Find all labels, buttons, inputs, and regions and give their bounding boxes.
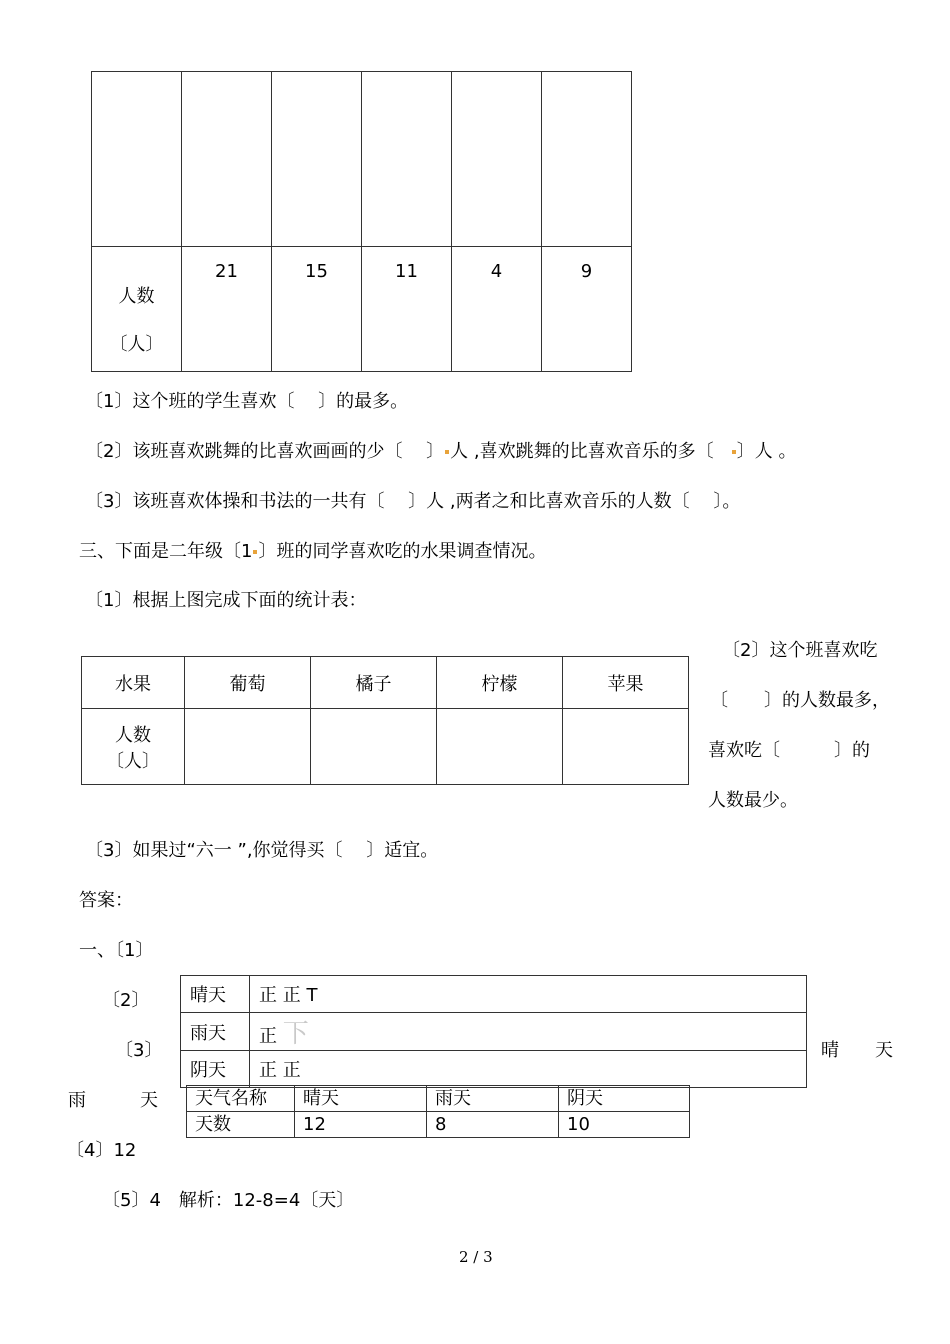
side-question-line-1: 〔2〕这个班喜欢吃 xyxy=(722,640,878,661)
fruit-header-cell: 橘子 xyxy=(311,657,437,709)
row-label: 人数 xyxy=(118,286,155,307)
tally-marks: 正 正 T xyxy=(250,976,807,1013)
answer-4: 〔4〕12 xyxy=(66,1140,137,1161)
faint-tally-mark: 下 xyxy=(282,1019,309,1049)
tally-name: 雨天 xyxy=(181,1013,250,1051)
section-3-question-3: 〔3〕如果过“六一 ”,你觉得买〔 〕适宜。 xyxy=(85,840,439,861)
row-label-cell xyxy=(92,247,182,372)
count-row xyxy=(92,247,632,372)
fruit-table xyxy=(81,656,689,785)
answer-3-left-text: 雨 天 xyxy=(68,1090,158,1111)
question-2-part-a: 〔2〕该班喜欢跳舞的比喜欢画画的少〔 〕 xyxy=(85,441,445,462)
fruit-header-cell: 水果 xyxy=(82,657,185,709)
count-cell: 21 xyxy=(182,247,272,372)
count-cell: 15 xyxy=(272,247,362,372)
weather-data-cell: 10 xyxy=(559,1112,690,1138)
weather-header-cell: 天气名称 xyxy=(187,1086,295,1112)
weather-table xyxy=(186,1085,690,1138)
question-2-part-b: 人 ,喜欢跳舞的比喜欢音乐的多〔 xyxy=(450,441,714,462)
mark-dot xyxy=(253,550,257,554)
question-1: 〔1〕这个班的学生喜欢〔 〕的最多。 xyxy=(85,391,409,412)
weather-header-row xyxy=(187,1086,690,1112)
tally-marks: 正 正 xyxy=(250,1051,807,1088)
question-2 xyxy=(85,437,797,463)
question-3: 〔3〕该班喜欢体操和书法的一共有〔 〕人 ,两者之和比喜欢音乐的人数〔 〕。 xyxy=(85,491,741,512)
fruit-row-label-cell xyxy=(82,709,185,785)
tally-name: 阴天 xyxy=(181,1051,250,1088)
answers-label: 答案： xyxy=(79,890,133,911)
weather-data-row xyxy=(187,1112,690,1138)
answer-5: 〔5〕4 解析：12-8=4〔天〕 xyxy=(102,1190,355,1211)
answer-3-right-text: 晴 天 xyxy=(821,1040,893,1061)
answer-1: 一、〔1〕 xyxy=(79,940,154,961)
weather-header-cell: 雨天 xyxy=(427,1086,559,1112)
count-cell: 11 xyxy=(362,247,452,372)
side-question-line-2: 〔 〕的人数最多， xyxy=(710,690,890,711)
mark-dot xyxy=(732,450,736,454)
weather-data-cell: 12 xyxy=(295,1112,427,1138)
side-question-line-3: 喜欢吃〔 〕的 xyxy=(708,740,870,761)
mark-dot xyxy=(445,450,449,454)
tally-table xyxy=(180,975,807,1088)
section-3-title-start: 三、下面是二年级〔1 xyxy=(79,541,253,562)
section-3-title-end: 〕班的同学喜欢吃的水果调查情况。 xyxy=(258,541,547,562)
fruit-header-cell: 柠檬 xyxy=(437,657,563,709)
count-cell: 4 xyxy=(452,247,542,372)
blank-header-row xyxy=(92,72,632,247)
fruit-count-row xyxy=(82,709,689,785)
count-cell: 9 xyxy=(542,247,632,372)
fruit-row-unit: 〔人〕 xyxy=(106,750,160,772)
fruit-header-cell: 葡萄 xyxy=(185,657,311,709)
tally-row xyxy=(181,976,807,1013)
fruit-header-row xyxy=(82,657,689,709)
weather-header-cell: 阴天 xyxy=(559,1086,690,1112)
answer-2: 〔2〕 xyxy=(102,990,150,1011)
section-3-sub-1: 〔1〕根据上图完成下面的统计表： xyxy=(85,590,367,611)
section-3-title xyxy=(79,537,546,563)
fruit-row-label: 人数 xyxy=(115,724,151,746)
preference-table xyxy=(91,71,632,372)
tally-row xyxy=(181,1051,807,1088)
question-2-part-c: 〕人 。 xyxy=(736,441,797,462)
row-unit: 〔人〕 xyxy=(109,334,164,355)
fruit-header-cell: 苹果 xyxy=(563,657,689,709)
tally-name: 晴天 xyxy=(181,976,250,1013)
page-number: 2 / 3 xyxy=(459,1248,493,1266)
weather-data-cell: 8 xyxy=(427,1112,559,1138)
weather-header-cell: 晴天 xyxy=(295,1086,427,1112)
tally-row xyxy=(181,1013,807,1051)
answer-3: 〔3〕 xyxy=(115,1040,163,1061)
tally-marks-cell xyxy=(250,1013,807,1051)
weather-data-cell: 天数 xyxy=(187,1112,295,1138)
side-question-line-4: 人数最少。 xyxy=(708,790,798,811)
tally-marks: 正 xyxy=(259,1026,277,1047)
